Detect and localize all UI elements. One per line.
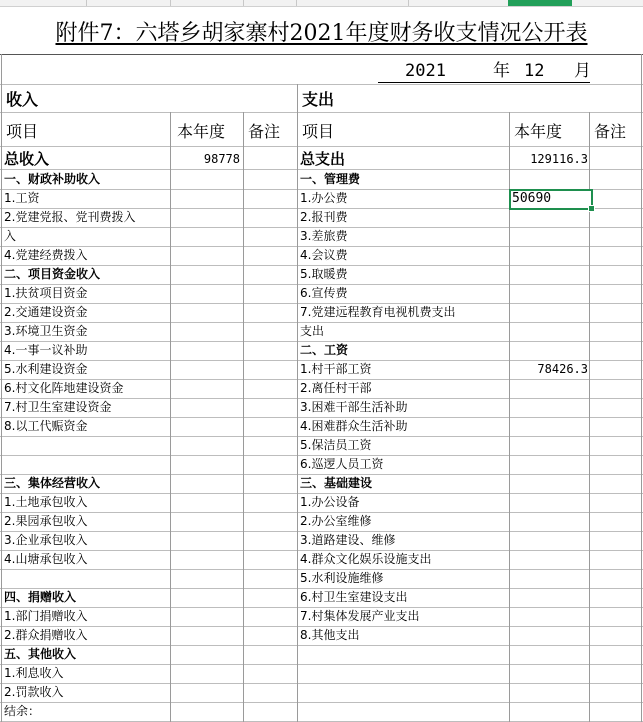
grid-vline (641, 54, 642, 722)
income-row-label: 4.山塘承包收入 (4, 552, 88, 566)
expense-row-label: 3.困难干部生活补助 (300, 400, 408, 414)
income-row-label: 6.村文化阵地建设资金 (4, 381, 124, 395)
expense-row-label: 6.宣传费 (300, 286, 348, 300)
expense-total-label: 总支出 (300, 150, 346, 168)
income-row-label: 入 (4, 229, 17, 243)
expense-row-label: 4.群众文化娱乐设施支出 (300, 552, 432, 566)
expense-row-label: 4.困难群众生活补助 (300, 419, 408, 433)
income-total-label: 总收入 (4, 150, 50, 168)
expense-row-label: 1.办公设备 (300, 495, 360, 509)
fill-handle[interactable] (588, 205, 595, 212)
income-row-label: 四、捐赠收入 (4, 590, 77, 604)
expense-row-label: 3.差旅费 (300, 229, 348, 243)
expense-row-label: 5.水利设施维修 (300, 571, 384, 585)
income-row-label: 2.交通建设资金 (4, 305, 88, 319)
grid-vline (1, 54, 2, 722)
income-row-label: 三、集体经营收入 (4, 476, 101, 490)
income-row-label: 一、财政补助收入 (4, 172, 101, 186)
page-title: 附件7：六塔乡胡家寨村2021年度财务收支情况公开表 (55, 21, 588, 46)
expense-row-label: 8.其他支出 (300, 628, 360, 642)
expense-row-label: 2.办公室维修 (300, 514, 372, 528)
expense-row-label: 7.党建远程教育电视机费支出 (300, 305, 456, 319)
income-row-label: 二、项目资金收入 (4, 267, 101, 281)
income-header-remark: 备注 (248, 122, 281, 141)
income-header-amount: 本年度 (177, 122, 226, 141)
grid-hline (0, 54, 643, 55)
expense-row-label: 4.会议费 (300, 248, 348, 262)
income-row-label: 4.党建经费拨入 (4, 248, 88, 262)
grid-vline (297, 84, 298, 722)
grid-hline (0, 702, 643, 703)
income-row-label: 五、其他收入 (4, 647, 77, 661)
income-row-label: 1.利息收入 (4, 666, 64, 680)
income-row-label: 1.土地承包收入 (4, 495, 88, 509)
income-row-label: 结余： (4, 704, 41, 718)
income-row-label: 5.水利建设资金 (4, 362, 88, 376)
grid-hline (0, 84, 643, 85)
grid-hline (0, 645, 643, 646)
expense-total-value[interactable]: 129116.3 (530, 152, 588, 166)
expense-row-label: 6.巡逻人员工资 (300, 457, 384, 471)
income-header-item: 项目 (6, 122, 39, 141)
income-section-title: 收入 (6, 90, 39, 109)
column-header-strip (0, 0, 643, 7)
date-year[interactable]: 2021 (405, 61, 446, 81)
expense-header-remark: 备注 (594, 122, 627, 141)
expense-row-label: 2.离任村干部 (300, 381, 372, 395)
grid-vline (243, 112, 244, 722)
expense-row-label: 3.道路建设、维修 (300, 533, 396, 547)
income-row-label: 1.部门捐赠收入 (4, 609, 88, 623)
income-row-label: 8.以工代赈资金 (4, 419, 88, 433)
selected-cell-value[interactable]: 50690 (512, 191, 552, 206)
income-row-label: 3.环境卫生资金 (4, 324, 88, 338)
expense-row-label: 5.保洁员工资 (300, 438, 372, 452)
income-row-label: 1.工资 (4, 191, 40, 205)
expense-row-label: 2.报刊费 (300, 210, 348, 224)
grid-hline (0, 664, 643, 665)
expense-row-label: 1.村干部工资 (300, 362, 372, 376)
income-row-label: 2.党建党报、党刊费拨入 (4, 210, 136, 224)
expense-header-amount: 本年度 (514, 122, 563, 141)
income-row-label: 4.一事一议补助 (4, 343, 88, 357)
expense-row-label: 5.取暖费 (300, 267, 348, 281)
selected-column-indicator (508, 0, 572, 6)
expense-header-item: 项目 (302, 122, 335, 141)
income-row-label: 2.罚款收入 (4, 685, 64, 699)
date-month-unit: 月 (574, 61, 591, 81)
expense-row-label: 二、工资 (300, 343, 349, 357)
grid-hline (0, 146, 643, 147)
expense-row-label: 1.办公费 (300, 191, 348, 205)
date-underline (378, 82, 590, 83)
grid-hline (0, 112, 643, 113)
date-month[interactable]: 12 (524, 61, 545, 81)
date-year-unit: 年 (493, 61, 510, 81)
expense-row-label: 7.村集体发展产业支出 (300, 609, 420, 623)
expense-row-label: 6.村卫生室建设支出 (300, 590, 408, 604)
expense-row-label: 支出 (300, 324, 325, 338)
income-row-label: 3.企业承包收入 (4, 533, 88, 547)
grid-vline (170, 112, 171, 722)
income-row-label: 2.果园承包收入 (4, 514, 88, 528)
expense-row-label: 三、基础建设 (300, 476, 373, 490)
income-row-label: 1.扶贫项目资金 (4, 286, 88, 300)
income-row-label: 2.群众捐赠收入 (4, 628, 88, 642)
income-total-value[interactable]: 98778 (203, 152, 240, 166)
expense-row-label: 一、管理费 (300, 172, 361, 186)
income-row-label: 7.村卫生室建设资金 (4, 400, 112, 414)
expense-row-value[interactable]: 78426.3 (537, 362, 588, 376)
expense-section-title: 支出 (302, 90, 335, 109)
grid-hline (0, 683, 643, 684)
